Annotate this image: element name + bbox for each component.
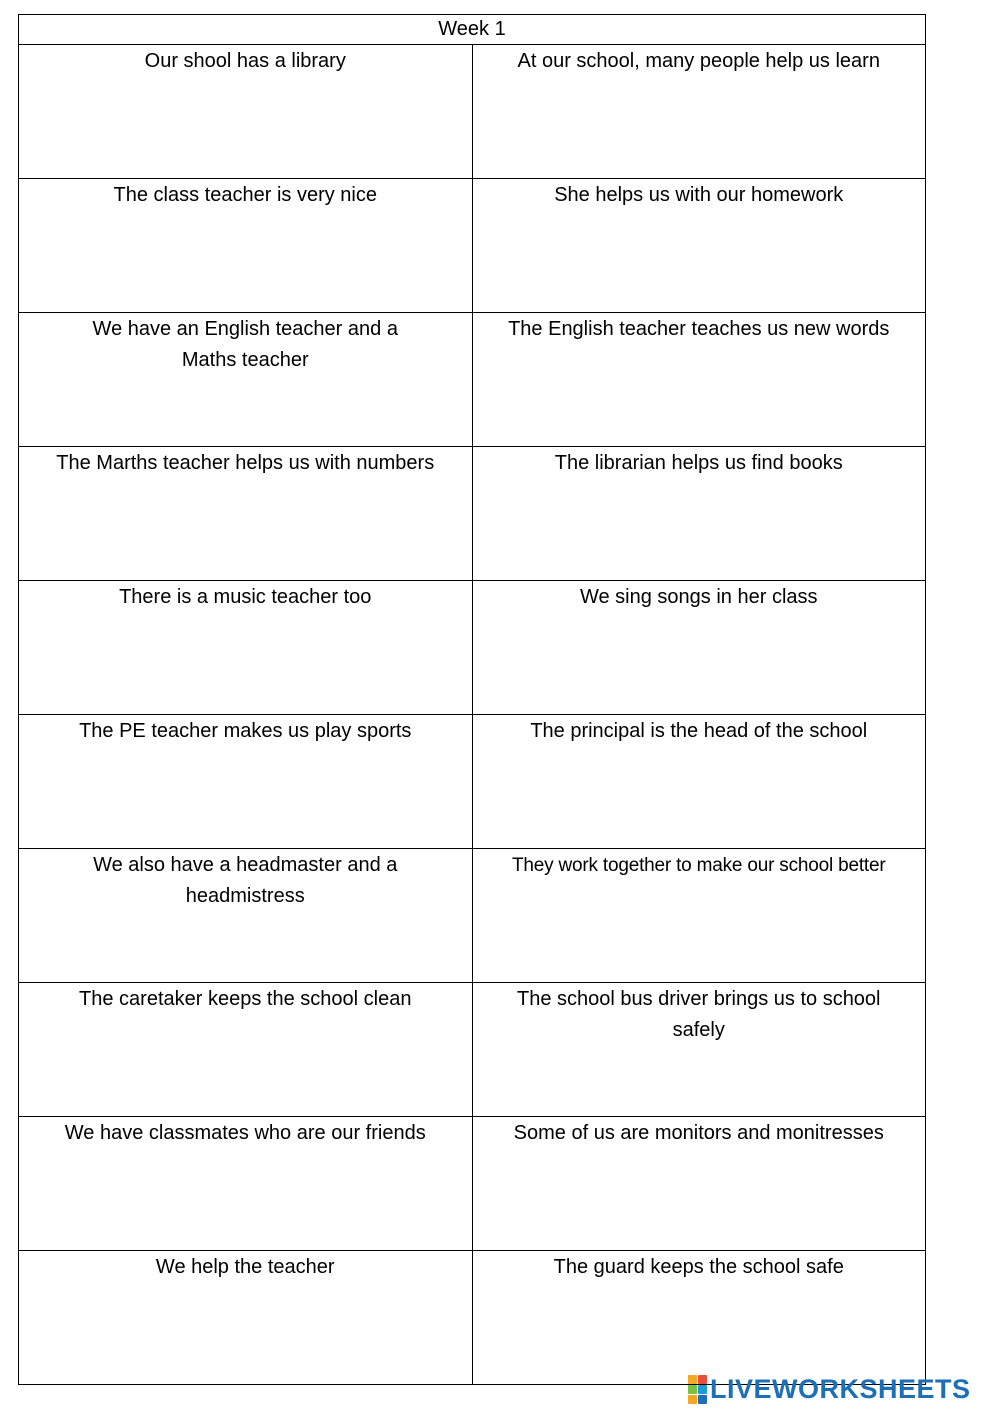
sentence-text: The principal is the head of the school xyxy=(530,720,868,742)
sentence-cell xyxy=(19,849,473,983)
sentence-text: The PE teacher makes us play sports xyxy=(79,720,412,742)
sentence-cell xyxy=(19,447,473,581)
logo-block xyxy=(688,1385,697,1394)
sentence-cell xyxy=(472,983,926,1117)
sentence-text: We have classmates who are our friends xyxy=(64,1122,426,1144)
table-row xyxy=(19,715,926,849)
sentence-cell xyxy=(472,849,926,983)
sentence-cell xyxy=(472,1251,926,1385)
table-row xyxy=(19,983,926,1117)
sentence-text: The guard keeps the school safe xyxy=(553,1256,844,1278)
table-row xyxy=(19,313,926,447)
sentence-text: We also have a headmaster and a headmistress xyxy=(93,854,398,907)
table-row xyxy=(19,447,926,581)
table-row xyxy=(19,581,926,715)
logo-block xyxy=(698,1395,707,1404)
sentence-cell xyxy=(19,581,473,715)
table-row xyxy=(19,1117,926,1251)
worksheet-table xyxy=(18,14,926,1385)
sentence-cell xyxy=(472,447,926,581)
sentence-text: She helps us with our homework xyxy=(554,184,844,206)
liveworksheets-blocks-icon xyxy=(688,1375,707,1404)
table-row xyxy=(19,1251,926,1385)
sentence-cell xyxy=(19,179,473,313)
sentence-cell xyxy=(19,1117,473,1251)
table-row xyxy=(19,179,926,313)
sentence-cell xyxy=(472,179,926,313)
sentence-cell xyxy=(472,45,926,179)
logo-block xyxy=(688,1395,697,1404)
sentence-text: The English teacher teaches us new words xyxy=(508,318,890,340)
sentence-cell xyxy=(472,1117,926,1251)
sentence-text: We sing songs in her class xyxy=(579,586,818,608)
sentence-text: There is a music teacher too xyxy=(119,586,372,608)
sentence-text: Some of us are monitors and monitresses xyxy=(513,1122,884,1144)
sentence-text: We have an English teacher and a Maths teacher xyxy=(92,318,398,371)
sentence-text: We help the teacher xyxy=(155,1256,335,1278)
sentence-text: The class teacher is very nice xyxy=(113,184,377,206)
sentence-cell xyxy=(19,1251,473,1385)
logo-block xyxy=(688,1375,697,1384)
sentence-cell xyxy=(472,313,926,447)
header-row xyxy=(19,15,926,45)
sentence-cell xyxy=(472,581,926,715)
table-row xyxy=(19,45,926,179)
logo-block xyxy=(698,1375,707,1384)
logo-text: LIVEWORKSHEETS xyxy=(710,1373,971,1404)
sentence-text: The caretaker keeps the school clean xyxy=(79,988,412,1010)
worksheet-title: Week 1 xyxy=(19,15,926,45)
sentence-cell xyxy=(472,715,926,849)
liveworksheets-logo xyxy=(688,1375,971,1403)
sentence-text: The Marths teacher helps us with numbers xyxy=(56,452,435,474)
sentence-cell xyxy=(19,45,473,179)
sentence-text: The librarian helps us find books xyxy=(554,452,843,474)
sentence-cell xyxy=(19,715,473,849)
sentence-text: Our shool has a library xyxy=(144,50,346,72)
table-row xyxy=(19,849,926,983)
sentence-text: The school bus driver brings us to school safely xyxy=(516,988,881,1041)
logo-block xyxy=(698,1385,707,1394)
sentence-cell xyxy=(19,313,473,447)
sentence-text: They work together to make our school better xyxy=(511,855,886,876)
sentence-cell xyxy=(19,983,473,1117)
sentence-text: At our school, many people help us learn xyxy=(517,50,880,72)
